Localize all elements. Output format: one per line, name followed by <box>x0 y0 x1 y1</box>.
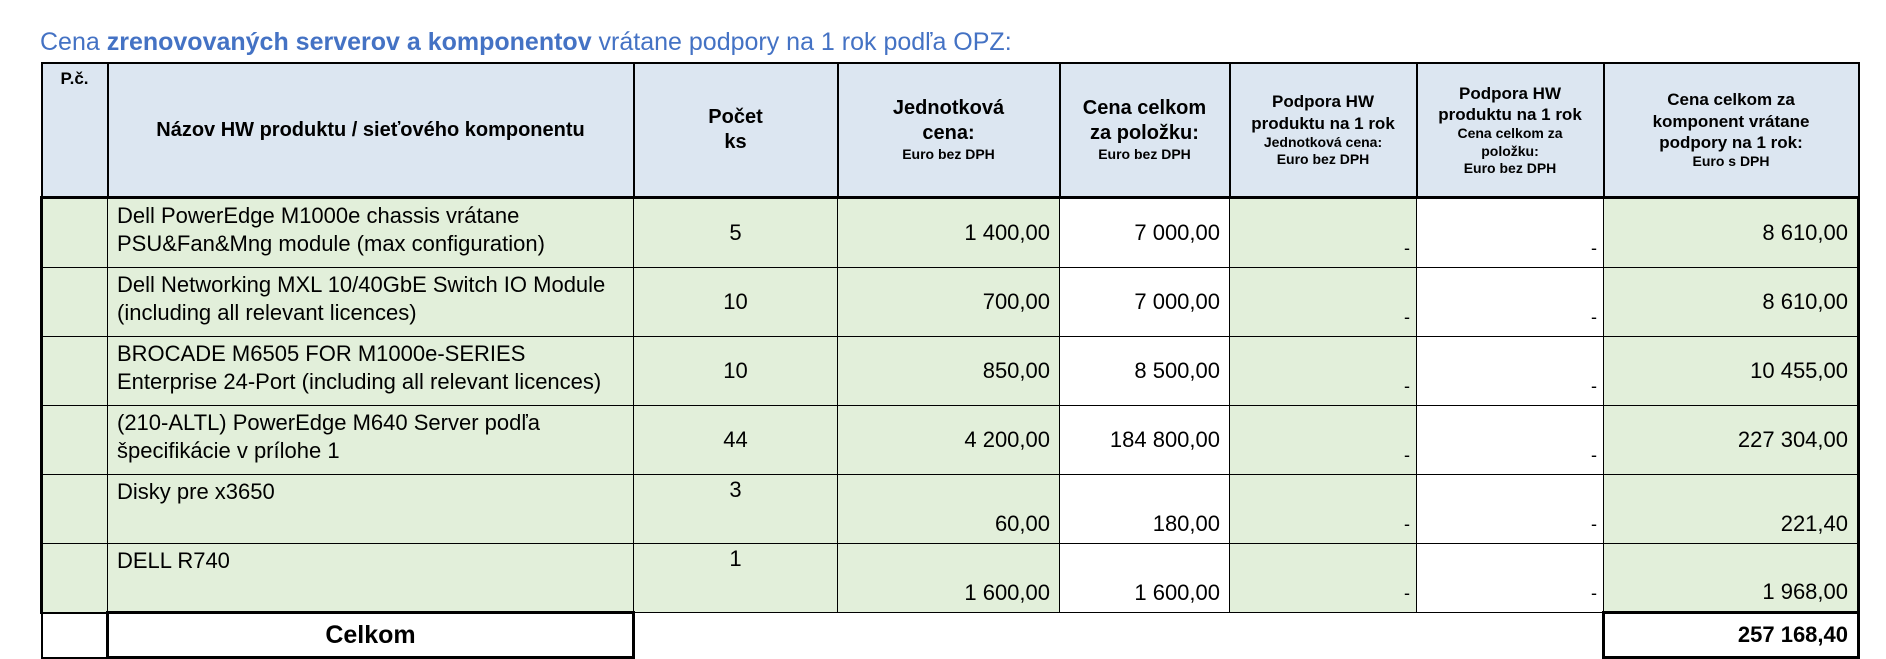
product-name: (210-ALTL) PowerEdge M640 Server podľa špecifikácie v prílohe 1 <box>108 406 634 475</box>
support-unit: - <box>1230 544 1417 613</box>
table-row <box>42 544 1859 613</box>
item-total: 1 600,00 <box>1060 544 1230 613</box>
total-spacer <box>838 613 1060 658</box>
grand-total: 221,40 <box>1604 475 1859 544</box>
item-total: 7 000,00 <box>1060 198 1230 268</box>
product-count: 10 <box>634 268 838 337</box>
support-unit: - <box>1230 198 1417 268</box>
product-name: BROCADE M6505 FOR M1000e-SERIES Enterprise 24-Port (including all relevant licences) <box>108 337 634 406</box>
support-total: - <box>1417 406 1604 475</box>
grand-total: 8 610,00 <box>1604 198 1859 268</box>
support-unit: - <box>1230 337 1417 406</box>
page-title <box>40 28 1012 57</box>
row-number-cell <box>42 406 108 475</box>
unit-price: 850,00 <box>838 337 1060 406</box>
unit-price: 1 400,00 <box>838 198 1060 268</box>
product-name: DELL R740 <box>108 544 634 613</box>
product-count: 5 <box>634 198 838 268</box>
support-total: - <box>1417 337 1604 406</box>
table-row <box>42 337 1859 406</box>
table-row <box>42 406 1859 475</box>
table-row <box>42 198 1859 268</box>
price-table <box>40 62 1860 659</box>
total-spacer <box>1230 613 1417 658</box>
product-count: 10 <box>634 337 838 406</box>
grand-total: 1 968,00 <box>1604 544 1859 613</box>
product-name: Disky pre x3650 <box>108 475 634 544</box>
total-spacer <box>634 613 838 658</box>
item-total: 7 000,00 <box>1060 268 1230 337</box>
header-unit-price: Jednotková cena: Euro bez DPH <box>838 63 1060 198</box>
grand-total: 8 610,00 <box>1604 268 1859 337</box>
unit-price: 1 600,00 <box>838 544 1060 613</box>
title-bold: zrenovovaných serverov a komponentov <box>106 28 592 56</box>
title-prefix: Cena <box>40 28 107 56</box>
total-spacer <box>1417 613 1604 658</box>
support-total: - <box>1417 475 1604 544</box>
title-suffix: vrátane podpory na 1 rok podľa OPZ: <box>591 28 1012 56</box>
item-total: 180,00 <box>1060 475 1230 544</box>
unit-price: 60,00 <box>838 475 1060 544</box>
total-empty-cell <box>42 613 108 658</box>
product-count: 1 <box>634 544 838 613</box>
total-label: Celkom <box>108 613 634 658</box>
row-number-cell <box>42 475 108 544</box>
total-value: 257 168,40 <box>1604 613 1859 658</box>
unit-price: 700,00 <box>838 268 1060 337</box>
item-total: 184 800,00 <box>1060 406 1230 475</box>
header-support-total: Podpora HW produktu na 1 rok Cena celkom za položku: Euro bez DPH <box>1417 63 1604 198</box>
support-total: - <box>1417 268 1604 337</box>
header-support-unit: Podpora HW produktu na 1 rok Jednotková cena: Euro bez DPH <box>1230 63 1417 198</box>
support-total: - <box>1417 198 1604 268</box>
support-total: - <box>1417 544 1604 613</box>
total-spacer <box>1060 613 1230 658</box>
item-total: 8 500,00 <box>1060 337 1230 406</box>
support-unit: - <box>1230 406 1417 475</box>
header-count: Počet ks <box>634 63 838 198</box>
grand-total: 10 455,00 <box>1604 337 1859 406</box>
header-grand-total: Cena celkom za komponent vrátane podpory na 1 rok: Euro s DPH <box>1604 63 1859 198</box>
product-count: 3 <box>634 475 838 544</box>
row-number-cell <box>42 198 108 268</box>
product-name: Dell PowerEdge M1000e chassis vrátane PSU&Fan&Mng module (max configuration) <box>108 198 634 268</box>
header-pc: P.č. <box>42 63 108 198</box>
row-number-cell <box>42 544 108 613</box>
product-count: 44 <box>634 406 838 475</box>
support-unit: - <box>1230 268 1417 337</box>
row-number-cell <box>42 337 108 406</box>
product-name: Dell Networking MXL 10/40GbE Switch IO Module (including all relevant licences) <box>108 268 634 337</box>
unit-price: 4 200,00 <box>838 406 1060 475</box>
header-name: Názov HW produktu / sieťového komponentu <box>108 63 634 198</box>
header-item-total: Cena celkom za položku: Euro bez DPH <box>1060 63 1230 198</box>
table-row <box>42 268 1859 337</box>
grand-total: 227 304,00 <box>1604 406 1859 475</box>
table-row <box>42 475 1859 544</box>
row-number-cell <box>42 268 108 337</box>
total-row <box>42 613 1859 658</box>
header-row <box>42 63 1859 198</box>
support-unit: - <box>1230 475 1417 544</box>
